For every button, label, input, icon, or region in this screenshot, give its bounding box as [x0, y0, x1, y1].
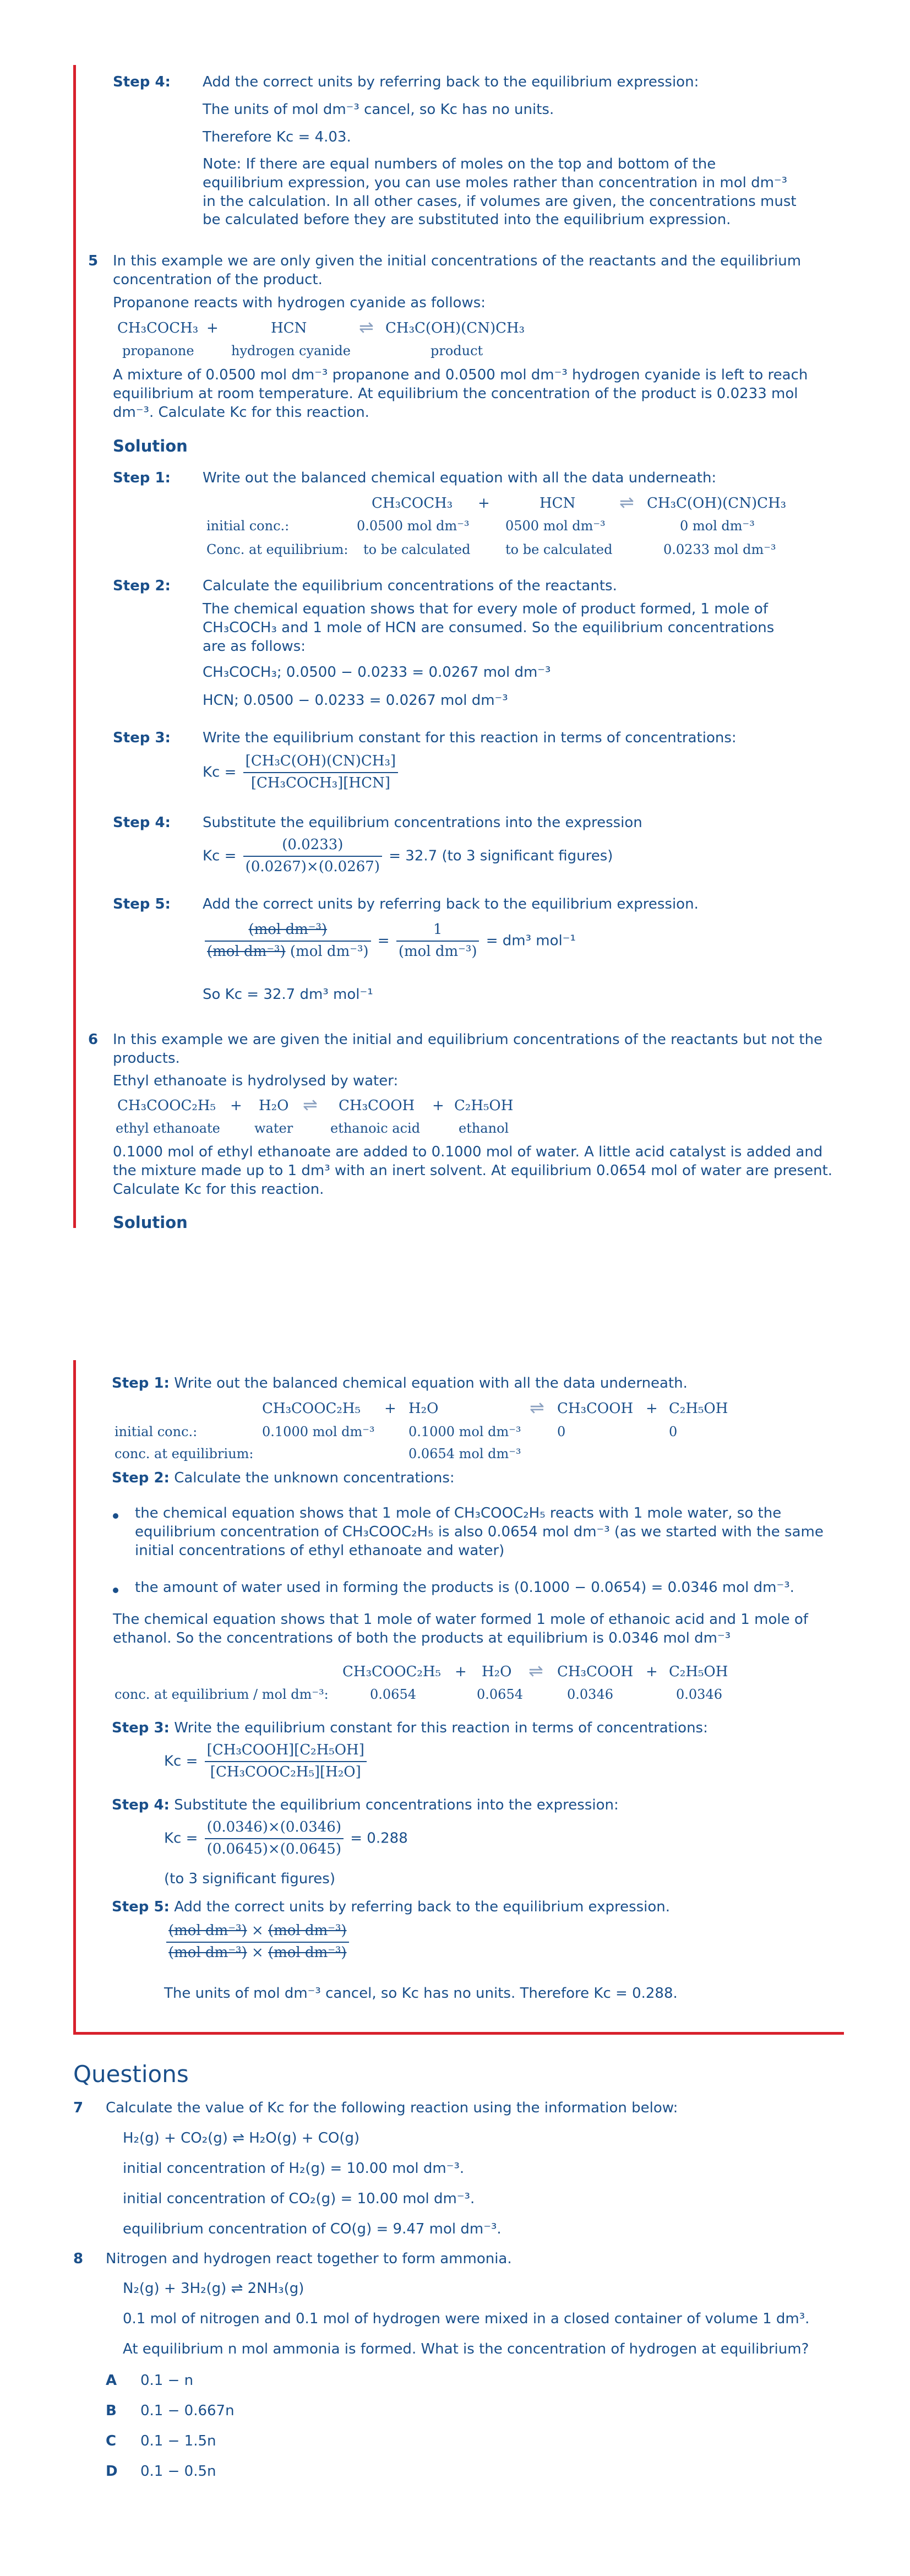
bullet-1	[113, 1513, 118, 1519]
ex5-units-fraction: $\frac{\text{(mol dm⁻³)}}{\text{(mol dm⁻³) (mol dm⁻³)}}$	[205, 921, 371, 961]
ex6-subst: Kc = $\frac{(0.0346)\times(0.0346)}{(0.0645)\times(0.0645)}$ = 0.288	[164, 1818, 408, 1859]
ex6-step1: Step 1: Write out the balanced chemical equation with all the data underneath.	[112, 1375, 688, 1392]
ex6-t1-arrow: ⇌	[530, 1397, 544, 1418]
ex5-step4-label: Step 4:	[113, 814, 171, 831]
ex6-step4: Step 4: Substitute the equilibrium concentrations into the expression:	[112, 1797, 619, 1813]
ex6-eq-p1: CH₃COOH	[339, 1097, 415, 1114]
ex5-tbl-i3: 0 mol dm⁻³	[680, 518, 755, 534]
q8-option-b-key: B	[106, 2403, 117, 2419]
ex6-para: 0.1000 mol of ethyl ethanoate are added to 0.1000 mol of water. A little acid catalyst is added and the mixture made up to 1 dm³ with an inert solvent. At equilibrium 0.0654 mol of water are present. Calculate Kc for this reaction.	[113, 1144, 833, 1198]
q8-option-d: 0.1 − 0.5n	[140, 2463, 216, 2480]
ex5-subst-fraction: $\frac{(0.0233)}{(0.0267)\times(0.0267)}$	[243, 836, 382, 877]
ex5-eq-r1: CH₃COCH₃	[117, 320, 199, 336]
worked-example-box-1	[73, 65, 76, 1228]
ex4-therefore: Therefore Kc = 4.03.	[203, 129, 351, 145]
ex4-step4-text: Add the correct units by referring back to the equilibrium expression:	[203, 74, 699, 90]
ex4-units: The units of mol dm⁻³ cancel, so Kc has no units.	[203, 101, 554, 118]
ex5-number: 5	[88, 253, 99, 269]
ex6-t2-row: conc. at equilibrium / mol dm⁻³:	[115, 1687, 329, 1702]
q8-option-c: 0.1 − 1.5n	[140, 2433, 216, 2449]
ex5-tbl-row1: initial conc.:	[206, 518, 290, 534]
ex6-bullet-2: the amount of water used in forming the products is (0.1000 − 0.0654) = 0.0346 mol dm⁻³.	[135, 1579, 794, 1596]
ex6-number: 6	[88, 1031, 99, 1048]
ex6-step2: Step 2: Calculate the unknown concentrations:	[112, 1470, 455, 1486]
ex5-tbl-e2: to be calculated	[505, 542, 613, 557]
ex6-t1-c4: C₂H₅OH	[669, 1400, 728, 1417]
ex6-t1-row1: initial conc.:	[115, 1424, 198, 1439]
ex5-step5-text: Add the correct units by referring back to the equilibrium expression.	[203, 896, 699, 912]
q8-text: Nitrogen and hydrogen react together to form ammonia.	[106, 2251, 512, 2267]
ex6-eq-plus1: +	[230, 1097, 242, 1114]
q8-option-a-key: A	[106, 2372, 117, 2389]
ex6-t1-plus1: +	[384, 1400, 396, 1417]
ex6-hydrolysed: Ethyl ethanoate is hydrolysed by water:	[113, 1073, 399, 1089]
ex6-units-working	[164, 1922, 351, 1963]
ex5-step5-label: Step 5:	[113, 896, 171, 912]
ex6-t1-c1: CH₃COOC₂H₅	[262, 1400, 361, 1417]
ex5-tbl-c1: CH₃COCH₃	[372, 495, 453, 512]
ex6-units-fraction: $\frac{\text{(mol dm⁻³) × (mol dm⁻³)}}{\text{(mol dm⁻³) × (mol dm⁻³)}}$	[166, 1922, 349, 1963]
ex5-name-propanone: propanone	[122, 343, 194, 358]
ex6-name-ethanol: ethanol	[459, 1121, 509, 1136]
ex6-sig-figs: (to 3 significant figures)	[164, 1871, 335, 1887]
ex6-t1-c3: CH₃COOH	[557, 1400, 634, 1417]
ex6-t2-c3: CH₃COOH	[557, 1664, 634, 1680]
ex6-t1-row2: conc. at equilibrium:	[115, 1446, 254, 1461]
q7-number: 7	[73, 2100, 84, 2116]
ex5-step2-para: The chemical equation shows that for every mole of product formed, 1 mole of CH₃COCH₃ and 1 mole of HCN are consumed. So the equilibrium concentrations are as follows:	[203, 601, 775, 655]
ex6-t2-c1: CH₃COOC₂H₅	[342, 1664, 441, 1680]
ex6-eq-plus2: +	[432, 1097, 444, 1114]
q7-line1: initial concentration of H₂(g) = 10.00 mol dm⁻³.	[123, 2160, 465, 2177]
ex4-step4-label: Step 4:	[113, 74, 171, 90]
bullet-2	[113, 1588, 118, 1593]
ex6-kc-fraction: $\frac{\text{[CH₃COOH][C₂H₅OH]}}{\text{[CH₃COOC₂H₅][H₂O]}}$	[205, 1741, 367, 1782]
ex5-step2-line1: CH₃COCH₃; 0.0500 − 0.0233 = 0.0267 mol dm⁻³	[203, 664, 551, 681]
ex5-step2-line2: HCN; 0.0500 − 0.0233 = 0.0267 mol dm⁻³	[203, 692, 508, 709]
ex5-eq-arrow: ⇌	[359, 317, 374, 338]
ex6-name-ester: ethyl ethanoate	[116, 1121, 220, 1136]
q8-line2: At equilibrium n mol ammonia is formed. What is the concentration of hydrogen at equilibrium?	[123, 2341, 809, 2357]
ex5-step1-label: Step 1:	[113, 470, 171, 486]
ex5-eq-r2: HCN	[271, 320, 307, 336]
ex5-step1-text: Write out the balanced chemical equation with all the data underneath:	[203, 470, 717, 486]
ex6-t1-plus2: +	[646, 1400, 658, 1417]
ex6-eq-r2: H₂O	[259, 1097, 289, 1114]
ex5-kc-fraction: Kc = $\frac{\text{[CH₃C(OH)(CN)CH₃]}}{\text{[CH₃COCH₃][HCN]}}$	[203, 752, 400, 793]
ex6-t2-plus1: +	[455, 1664, 467, 1680]
ex5-name-product: product	[431, 343, 483, 358]
ex6-units-conclusion: The units of mol dm⁻³ cancel, so Kc has no units. Therefore Kc = 0.288.	[164, 1985, 678, 2002]
ex5-so-kc: So Kc = 32.7 dm³ mol⁻¹	[203, 986, 373, 1003]
ex6-t2-c2: H₂O	[482, 1664, 512, 1680]
ex5-step3-text: Write the equilibrium constant for this reaction in terms of concentrations:	[203, 730, 737, 746]
q8-equation: N₂(g) + 3H₂(g) ⇌ 2NH₃(g)	[123, 2280, 304, 2297]
ex5-substitution: Kc = $\frac{(0.0233)}{(0.0267)\times(0.0267)}$ = 32.7 (to 3 significant figures)	[203, 836, 613, 877]
ex6-t2-v2: 0.0654	[477, 1687, 523, 1702]
ex6-t1-i4: 0	[669, 1424, 678, 1439]
ex6-t2-plus2: +	[646, 1664, 658, 1680]
ex5-eq-plus: +	[206, 320, 219, 336]
ex5-intro: In this example we are only given the initial concentrations of the reactants and the equilibrium concentration of the product.	[113, 253, 802, 288]
ex5-tbl-c2: HCN	[540, 495, 576, 512]
ex6-name-acid: ethanoic acid	[330, 1121, 421, 1136]
ex6-t1-i3: 0	[557, 1424, 566, 1439]
ex5-reacts: Propanone reacts with hydrogen cyanide as follows:	[113, 295, 486, 311]
ex6-bullet-1: the chemical equation shows that 1 mole of CH₃COOC₂H₅ reacts with 1 mole water, so the equilibrium concentration of CH₃COOC₂H₅ is also 0.0654 mol dm⁻³ (as we started with the same initial concentrations of ethyl ethanoate and water)	[135, 1505, 824, 1559]
ex6-para2: The chemical equation shows that 1 mole of water formed 1 mole of ethanoic acid and 1 mole of ethanol. So the concentrations of both the products at equilibrium is 0.0346 mol dm⁻³	[113, 1611, 808, 1646]
q8-option-b: 0.1 − 0.667n	[140, 2403, 235, 2419]
q7-equation: H₂(g) + CO₂(g) ⇌ H₂O(g) + CO(g)	[123, 2130, 360, 2146]
ex5-step4-text: Substitute the equilibrium concentrations into the expression	[203, 814, 642, 831]
ex5-step3-label: Step 3:	[113, 730, 171, 746]
ex6-t1-e2: 0.0654 mol dm⁻³	[408, 1446, 521, 1461]
ex6-eq-arrow: ⇌	[303, 1094, 318, 1115]
ex5-name-hcn: hydrogen cyanide	[231, 343, 351, 358]
q8-option-c-key: C	[106, 2433, 117, 2449]
ex5-tbl-i2: 0500 mol dm⁻³	[505, 518, 606, 534]
ex5-tbl-plus: +	[478, 495, 490, 512]
ex6-subst-fraction: $\frac{(0.0346)\times(0.0346)}{(0.0645)\times(0.0645)}$	[205, 1818, 344, 1859]
ex4-note: Note: If there are equal numbers of moles on the top and bottom of the equilibrium expression, you can use moles rather than concentration in mol dm⁻³ in the calculation. In all other cases, if volumes are given, the concentrations must be calculated before they are substituted into the equilibrium expression.	[203, 156, 797, 229]
q7-text: Calculate the value of Kc for the following reaction using the information below:	[106, 2100, 678, 2116]
ex5-tbl-row2: Conc. at equilibrium:	[206, 542, 348, 557]
ex5-units-simplified: $\frac{1}{\text{(mol dm⁻³)}}$	[396, 921, 479, 961]
ex5-tbl-arrow: ⇌	[619, 492, 634, 513]
ex6-intro: In this example we are given the initial and equilibrium concentrations of the reactants but not the products.	[113, 1031, 823, 1067]
ex6-name-water: water	[254, 1121, 293, 1136]
q8-number: 8	[73, 2251, 84, 2267]
questions-heading: Questions	[73, 2061, 189, 2088]
ex6-kc-expr: Kc = $\frac{\text{[CH₃COOH][C₂H₅OH]}}{\text{[CH₃COOC₂H₅][H₂O]}}$	[164, 1741, 369, 1782]
ex6-t1-i2: 0.1000 mol dm⁻³	[408, 1424, 521, 1439]
ex5-tbl-e3: 0.0233 mol dm⁻³	[663, 542, 776, 557]
ex6-t2-v3: 0.0346	[567, 1687, 613, 1702]
ex6-t2-c4: C₂H₅OH	[669, 1664, 728, 1680]
ex6-step5: Step 5: Add the correct units by referring back to the equilibrium expression.	[112, 1899, 671, 1915]
ex6-t2-arrow: ⇌	[528, 1660, 543, 1681]
ex5-step2-label: Step 2:	[113, 578, 171, 594]
ex5-units-working: $\frac{\text{(mol dm⁻³)}}{\text{(mol dm⁻³) (mol dm⁻³)}}$ = $\frac{1}{\text{(mol dm⁻³)}}$ = dm³ mol⁻¹	[203, 921, 576, 961]
ex5-mixture: A mixture of 0.0500 mol dm⁻³ propanone and 0.0500 mol dm⁻³ hydrogen cyanide is left to reach equilibrium at room temperature. At equilibrium the concentration of the product is 0.0233 mol dm⁻³. Calculate Kc for this reaction.	[113, 367, 808, 421]
ex5-step2-text: Calculate the equilibrium concentrations of the reactants.	[203, 578, 617, 594]
q7-line3: equilibrium concentration of CO(g) = 9.47 mol dm⁻³.	[123, 2221, 502, 2237]
ex6-t2-v4: 0.0346	[676, 1687, 722, 1702]
ex5-tbl-c3: CH₃C(OH)(CN)CH₃	[647, 495, 787, 512]
ex6-eq-p2: C₂H₅OH	[454, 1097, 514, 1114]
ex5-tbl-i1: 0.0500 mol dm⁻³	[357, 518, 470, 534]
ex5-tbl-e1: to be calculated	[363, 542, 471, 557]
q8-line1: 0.1 mol of nitrogen and 0.1 mol of hydrogen were mixed in a closed container of volume 1 dm³.	[123, 2311, 810, 2327]
ex6-t1-i1: 0.1000 mol dm⁻³	[262, 1424, 375, 1439]
q7-line2: initial concentration of CO₂(g) = 10.00 mol dm⁻³.	[123, 2191, 475, 2207]
ex6-t2-v1: 0.0654	[370, 1687, 416, 1702]
ex5-eq-p1: CH₃C(OH)(CN)CH₃	[385, 320, 525, 336]
ex6-solution-heading: Solution	[113, 1213, 188, 1232]
ex6-t1-c2: H₂O	[408, 1400, 439, 1417]
ex6-step3: Step 3: Write the equilibrium constant for this reaction in terms of concentrations:	[112, 1720, 708, 1736]
q8-option-d-key: D	[106, 2463, 118, 2480]
ex5-solution-heading: Solution	[113, 437, 188, 455]
ex6-eq-r1: CH₃COOC₂H₅	[117, 1097, 216, 1114]
q8-option-a: 0.1 − n	[140, 2372, 194, 2389]
ex5-kc-expression: $\frac{\text{[CH₃C(OH)(CN)CH₃]}}{\text{[CH₃COCH₃][HCN]}}$	[243, 752, 398, 793]
